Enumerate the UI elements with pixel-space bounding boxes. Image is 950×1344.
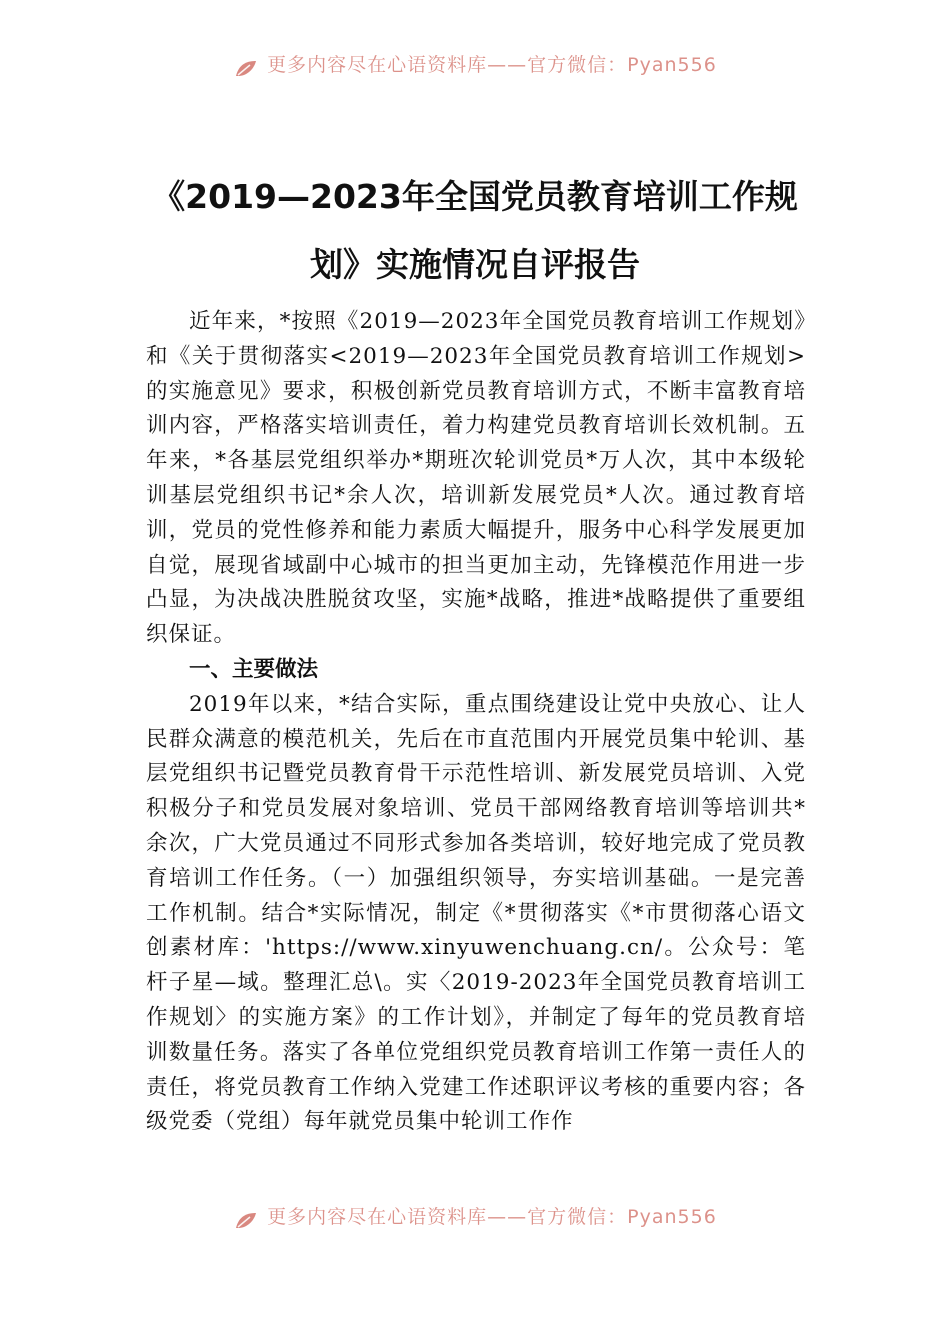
watermark-bottom <box>0 1206 950 1236</box>
watermark-text: 更多内容尽在心语资料库——官方微信：Pyan556 <box>267 54 717 76</box>
watermark-top <box>0 54 950 84</box>
practice-paragraph: 2019年以来，*结合实际，重点围绕建设让党中央放心、让人民群众满意的模范机关，先后在市直范围内开展党员集中轮训、基层党组织书记暨党员教育骨干示范性培训、新发展党员培训、入党积极分子和党员发展对象培训、党员干部网络教育培训等培训共*余次，广大党员通过不同形式参加各类培训，较好地完成了党员教育培训工作任务。（一）加强组织领导，夯实培训基础。一是完善工作机制。结合*实际情况，制定《*贯彻落实《*市贯彻落心语文创素材库：'https://www.xinyuwenchuang.cn/。公众号：笔杆子星—域。整理汇总\。实〈2019-2023年全国党员教育培训工作规划〉的实施方案》的工作计划》，并制定了每年的党员教育培训数量任务。落实了各单位党组织党员教育培训工作第一责任人的责任，将党员教育工作纳入党建工作述职评议考核的重要内容；各级党委（党组）每年就党员集中轮训工作作 <box>146 691 806 1135</box>
document-body <box>146 305 806 1205</box>
intro-paragraph: 近年来，*按照《2019—2023年全国党员教育培训工作规划》和《关于贯彻落实<2019—2023年全国党员教育培训工作规划>的实施意见》要求，积极创新党员教育培训方式，不断丰富教育培训内容，严格落实培训责任，着力构建党员教育培训长效机制。五年来，*各基层党组织举办*期班次轮训党员*万人次，其中本级轮训基层党组织书记*余人次，培训新发展党员*人次。通过教育培训，党员的党性修养和能力素质大幅提升，服务中心科学发展更加自觉，展现省域副中心城市的担当更加主动，先锋模范作用进一步凸显，为决战决胜脱贫攻坚，实施*战略，推进*战略提供了重要组织保证。 <box>146 309 806 648</box>
section-heading: 一、主要做法 <box>189 656 319 682</box>
document-title-line-1: 《2019—2023年全国党员教育培训工作规 <box>152 177 798 216</box>
leaf-logo-icon <box>233 1210 259 1232</box>
document-title-line-2: 划》实施情况自评报告 <box>310 245 640 284</box>
watermark-text: 更多内容尽在心语资料库——官方微信：Pyan556 <box>267 1206 717 1228</box>
leaf-logo-icon <box>233 58 259 80</box>
